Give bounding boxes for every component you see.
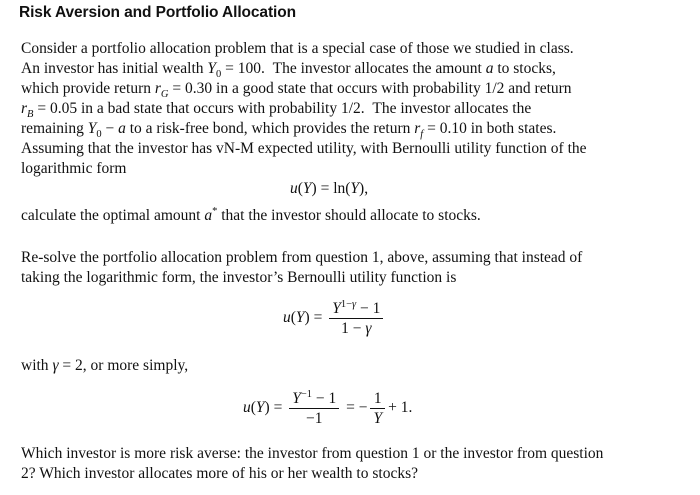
- question-2-paragraph: [21, 248, 659, 288]
- q1-line-1: Consider a portfolio allocation problem that is a special case of those we studied in class.: [21, 40, 574, 57]
- q1-line-6: Assuming that the investor has vN-M expected utility, with Bernoulli utility function of the: [21, 140, 587, 157]
- simplified-fraction-2: $\frac{1}{Y}$: [370, 390, 385, 427]
- q1-line-2: An investor has initial wealth $Y_0 = 100$. The investor allocates the amount a to stocks,: [21, 60, 556, 81]
- q1-line-5: remaining $Y_0 - a$ to a risk-free bond, which provides the return $r_f = 0.10$ in both states.: [21, 120, 557, 141]
- q1-line-4: $r_B = 0.05$ in a bad state that occurs with probability 1/2. The investor allocates the: [21, 100, 532, 121]
- final-line-1: Which investor is more risk averse: the investor from question 1 or the investor from question: [21, 445, 604, 462]
- q1-line-3: which provide return $r_G = 0.30$ in a good state that occurs with probability 1/2 and return: [21, 80, 572, 101]
- crra-utility-equation: u(Y) = $\frac{Y^{1-\gamma} - 1}{1 - \gamma}$: [283, 300, 386, 337]
- simplified-fraction-1: $\frac{Y^{-1} - 1}{-1}$: [289, 390, 339, 427]
- final-question: [21, 444, 659, 484]
- simplified-utility-equation: u(Y) = $\frac{Y^{-1} - 1}{-1}$ = − $\frac{1}{Y}$ + 1.: [243, 388, 413, 427]
- gamma-statement: with γ = 2, or more simply,: [21, 357, 189, 374]
- page-title: Risk Aversion and Portfolio Allocation: [19, 4, 296, 21]
- q1-instruction: calculate the optimal amount a* that the investor should allocate to stocks.: [21, 205, 481, 224]
- final-line-2: 2? Which investor allocates more of his or her wealth to stocks?: [21, 465, 418, 482]
- question-1-paragraph: [21, 39, 659, 179]
- q2-line-1: Re-solve the portfolio allocation problem from question 1, above, assuming that instead of: [21, 249, 583, 266]
- q1-line-7: logarithmic form: [21, 160, 127, 177]
- log-utility-equation: u(Y) = ln(Y),: [290, 180, 369, 197]
- crra-fraction: $\frac{Y^{1-\gamma} - 1}{1 - \gamma}$: [329, 300, 383, 337]
- q2-line-2: taking the logarithmic form, the investor’s Bernoulli utility function is: [21, 269, 457, 286]
